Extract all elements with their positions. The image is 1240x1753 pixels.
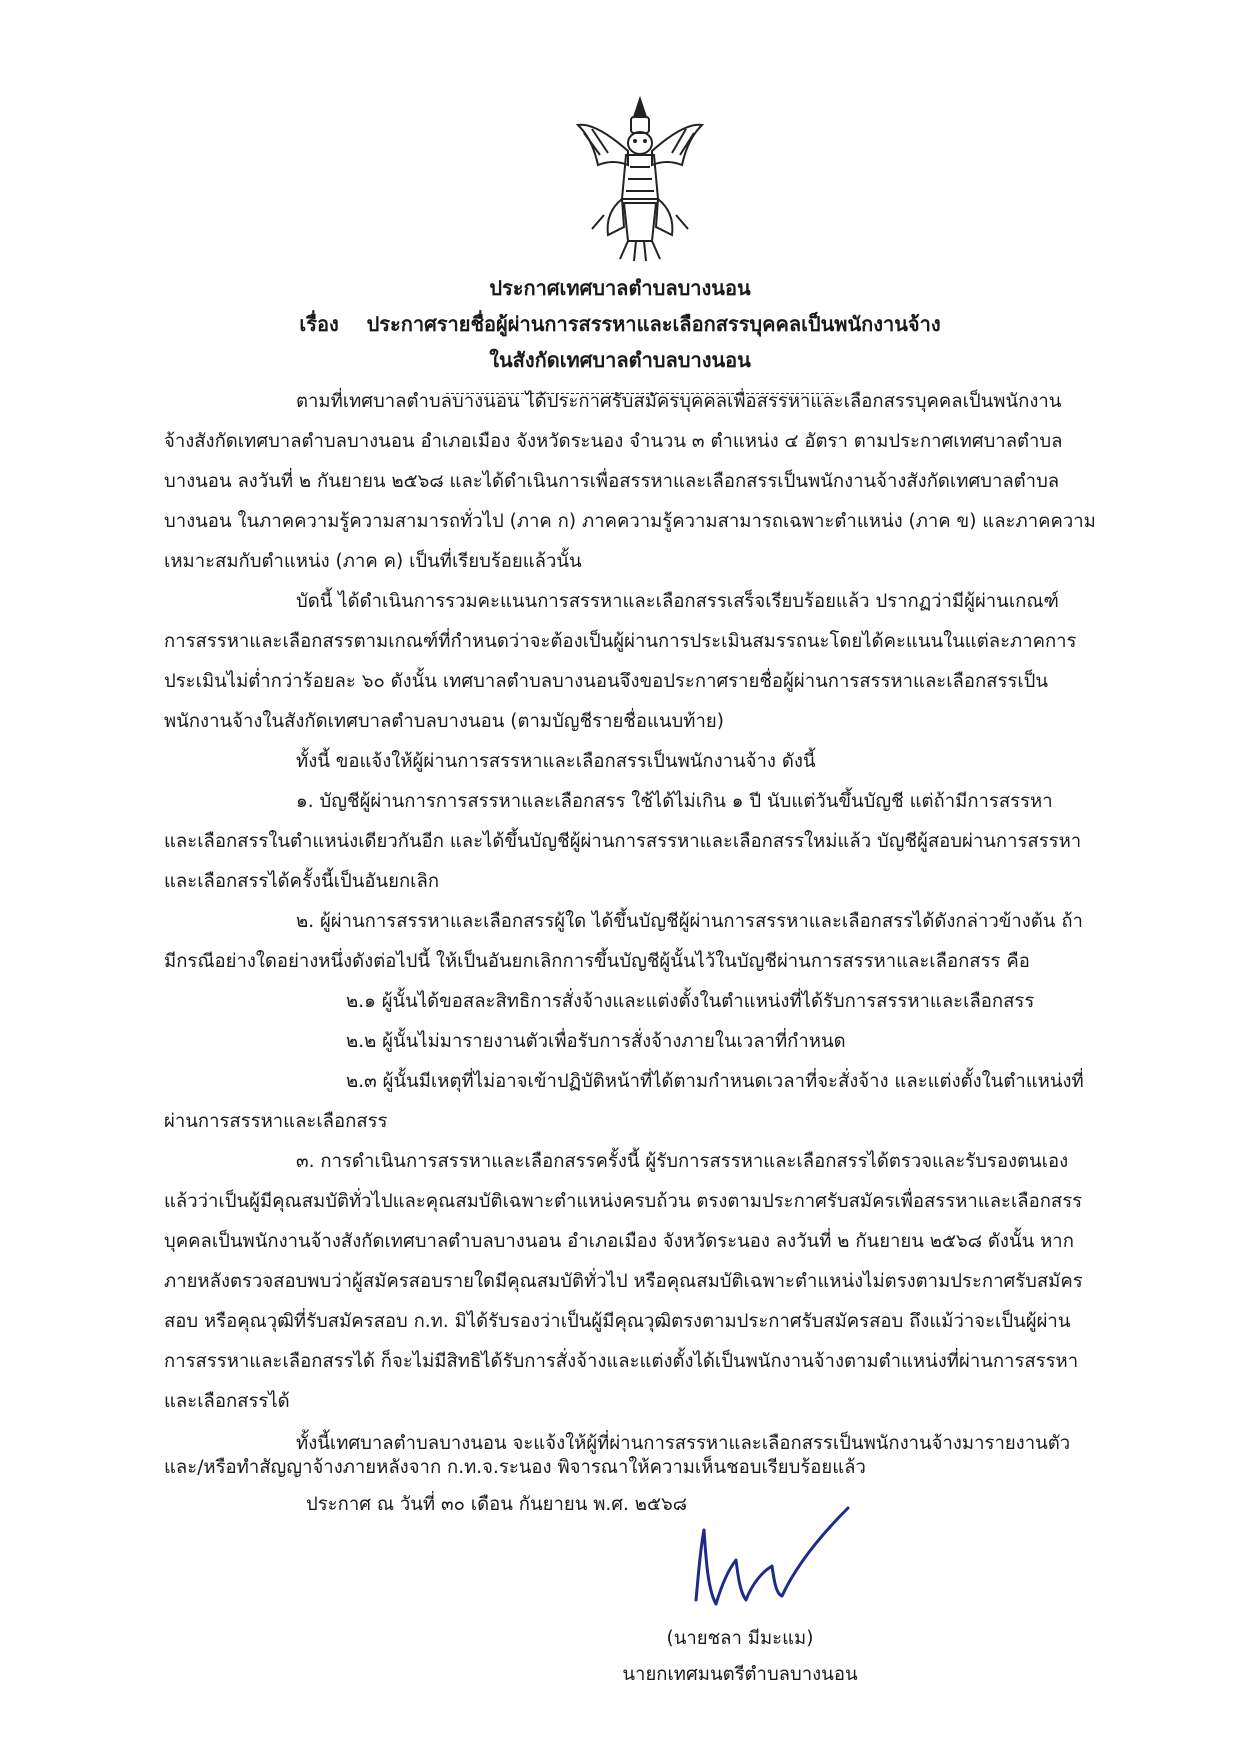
body-line: ๑. บัญชีผู้ผ่านการการสรรหาและเลือกสรร ใช้ได้ไม่เกิน ๑ ปี นับแต่วันขึ้นบัญชี แต่ถ้ามีการสรรหา: [296, 791, 1053, 812]
body-line: ผ่านการสรรหาและเลือกสรร: [164, 1111, 388, 1132]
body-line: สอบ หรือคุณวุฒิที่รับสมัครสอบ ก.ท. มิได้รับรองว่าเป็นผู้มีคุณวุฒิตรงตามประกาศรับสมัครสอบ ถึงแม้ว่าจะเป็นผู้ผ่าน: [164, 1311, 1071, 1332]
body-line: การสรรหาและเลือกสรรได้ ก็จะไม่มีสิทธิได้รับการสั่งจ้างและแต่งตั้งได้เป็นพนักงานจ้างตามตำแหน่งที่ผ่านการสรรหา: [164, 1351, 1079, 1372]
announcement-date: ประกาศ ณ วันที่ ๓๐ เดือน กันยายน พ.ศ. ๒๕๖๘: [306, 1494, 688, 1515]
body-line: บัดนี้ ได้ดำเนินการรวมคะแนนการสรรหาและเลือกสรรเสร็จเรียบร้อยแล้ว ปรากฏว่ามีผู้ผ่านเกณฑ์: [296, 591, 1059, 612]
body-line: ๒.๒ ผู้นั้นไม่มารายงานตัวเพื่อรับการสั่งจ้างภายในเวลาที่กำหนด: [346, 1031, 846, 1052]
body-line: ทั้งนี้เทศบาลตำบลบางนอน จะแจ้งให้ผู้ที่ผ่านการสรรหาและเลือกสรรเป็นพนักงานจ้างมารายงานตัว: [296, 1433, 1071, 1454]
body-line: เหมาะสมกับตำแหน่ง (ภาค ค) เป็นที่เรียบร้อยแล้วนั้น: [164, 551, 582, 572]
body-line: พนักงานจ้างในสังกัดเทศบาลตำบลบางนอน (ตามบัญชีรายชื่อแนบท้าย): [164, 711, 724, 732]
signer-title: นายกเทศมนตรีตำบลบางนอน: [622, 1664, 858, 1685]
announcement-subject-continued: ในสังกัดเทศบาลตำบลบางนอน: [489, 348, 751, 372]
body-line: จ้างสังกัดเทศบาลตำบลบางนอน อำเภอเมือง จังหวัดระนอง จำนวน ๓ ตำแหน่ง ๔ อัตรา ตามประกาศเทศบาลตำบล: [164, 431, 1063, 452]
body-line: ๒. ผู้ผ่านการสรรหาและเลือกสรรผู้ใด ได้ขึ้นบัญชีผู้ผ่านการสรรหาและเลือกสรรได้ดังกล่าวข้างต้น ถ้า: [296, 911, 1083, 932]
body-line: และเลือกสรรได้ครั้งนี้เป็นอันยกเลิก: [164, 871, 440, 892]
body-line: บุคคลเป็นพนักงานจ้างสังกัดเทศบาลตำบลบางนอน อำเภอเมือง จังหวัดระนอง ลงวันที่ ๒ กันยายน ๒๕๖๘ ดังนั้น หาก: [164, 1231, 1074, 1252]
body-line: และเลือกสรรได้: [164, 1391, 290, 1412]
body-line: ภายหลังตรวจสอบพบว่าผู้สมัครสอบรายใดมีคุณสมบัติทั่วไป หรือคุณสมบัติเฉพาะตำแหน่งไม่ตรงตามประกาศรับสมัคร: [164, 1271, 1083, 1292]
body-line: ๒.๑ ผู้นั้นได้ขอสละสิทธิการสั่งจ้างและแต่งตั้งในตำแหน่งที่ได้รับการสรรหาและเลือกสรร: [346, 991, 1035, 1012]
signer-name: (นายชลา มีมะแม): [666, 1628, 814, 1649]
body-line: บางนอน ลงวันที่ ๒ กันยายน ๒๕๖๘ และได้ดำเนินการเพื่อสรรหาและเลือกสรรเป็นพนักงานจ้างสังกัดเทศบาลตำบล: [164, 471, 1060, 492]
body-line: และเลือกสรรในตำแหน่งเดียวกันอีก และได้ขึ้นบัญชีผู้ผ่านการสรรหาและเลือกสรรใหม่แล้ว บัญชีผู้สอบผ่านการสรรหา: [164, 831, 1082, 852]
announcement-subject: เรื่อง ประกาศรายชื่อผู้ผ่านการสรรหาและเลือกสรรบุคคลเป็นพนักงานจ้าง: [299, 312, 941, 336]
announcement-title: ประกาศเทศบาลตำบลบางนอน: [489, 276, 751, 300]
body-line: มีกรณีอย่างใดอย่างหนึ่งดังต่อไปนี้ ให้เป็นอันยกเลิกการขึ้นบัญชีผู้นั้นไว้ในบัญชีผ่านการสรรหาและเลือกสรร คือ: [164, 951, 1030, 972]
body-line: บางนอน ในภาคความรู้ความสามารถทั่วไป (ภาค ก) ภาคความรู้ความสามารถเฉพาะตำแหน่ง (ภาค ข) และภาคความ: [164, 511, 1096, 532]
signature-mark: [676, 1500, 856, 1612]
body-line: การสรรหาและเลือกสรรตามเกณฑ์ที่กำหนดว่าจะต้องเป็นผู้ผ่านการประเมินสมรรถนะโดยได้คะแนนในแต่ละภาคการ: [164, 631, 1077, 652]
garuda-emblem: [574, 95, 706, 263]
body-line: ทั้งนี้ ขอแจ้งให้ผู้ผ่านการสรรหาและเลือกสรรเป็นพนักงานจ้าง ดังนี้: [296, 751, 816, 772]
body-line: ตามที่เทศบาลตำบลบางนอน ได้ประกาศรับสมัครบุคคลเพื่อสรรหาและเลือกสรรบุคคลเป็นพนักงาน: [296, 391, 1062, 412]
body-line: ประเมินไม่ต่ำกว่าร้อยละ ๖๐ ดังนั้น เทศบาลตำบลบางนอนจึงขอประกาศรายชื่อผู้ผ่านการสรรหาและเลือกสรรเป็น: [164, 671, 1049, 692]
body-line: ๓. การดำเนินการสรรหาและเลือกสรรครั้งนี้ ผู้รับการสรรหาและเลือกสรรได้ตรวจและรับรองตนเอง: [296, 1151, 1069, 1172]
body-line: ๒.๓ ผู้นั้นมีเหตุที่ไม่อาจเข้าปฏิบัติหน้าที่ได้ตามกำหนดเวลาที่จะสั่งจ้าง และแต่งตั้งในตำแหน่งที่: [346, 1071, 1084, 1092]
body-line: แล้วว่าเป็นผู้มีคุณสมบัติทั่วไปและคุณสมบัติเฉพาะตำแหน่งครบถ้วน ตรงตามประกาศรับสมัครเพื่อสรรหาและเลือกสรร: [164, 1191, 1083, 1212]
body-line: และ/หรือทำสัญญาจ้างภายหลังจาก ก.ท.จ.ระนอง พิจารณาให้ความเห็นชอบเรียบร้อยแล้ว: [164, 1457, 866, 1478]
